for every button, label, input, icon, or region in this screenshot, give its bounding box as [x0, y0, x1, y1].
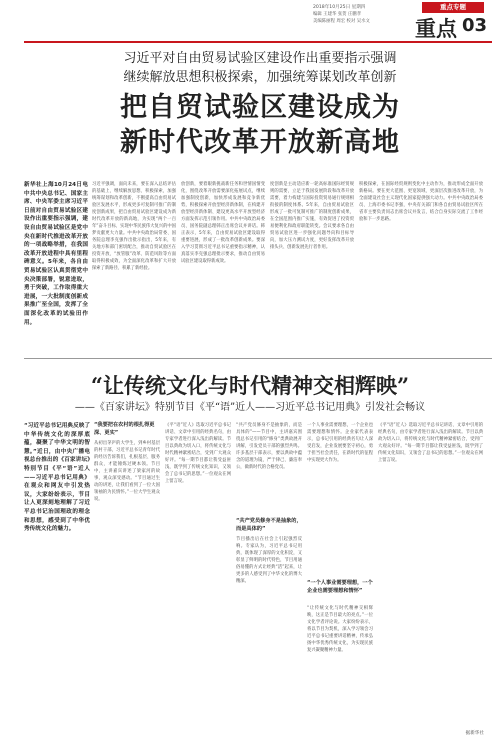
page-number: 03 — [462, 15, 488, 36]
story2-column: 节目播出后在社会上引起强烈反响。专家认为，习近平总书记用典，既体现了深厚的文化积淀，又彰显了鲜明的时代特色，节目用通俗易懂的方式让经典“活”起来，让更多的人感受到了中华文化的博大精深。 — [236, 537, 302, 584]
story2-headline: “让传统文化与时代精神交相辉映” — [90, 373, 410, 398]
story2-column: 一个人事业需要理想，一个企业也需要理想和情怀。企业家代表表示，总书记引用的经典名句让人深受启发，企业发展要坚守初心，勇于担当社会责任，在新时代的征程中实现更大作为。 — [307, 423, 373, 463]
story2-subhead: “我要把在农村的根扎得更深、更实” — [94, 422, 155, 436]
story1-kicker-2: 继续解放思想积极探索，加强统筹谋划改革创新 — [123, 70, 397, 85]
story1-column: 放创新，要着眼新挑战新任务和世情国情变化，围绕改革开放需要深化拓展试点，继续加强制度创新，加快形成发展和竞争新优势，积极探索开放型经济新体制，在构建开放型经济新体制、建设更高水平开放型经济方面发挥示范引领作用。中共中央政治局委员、国务院副总理韩正出席会议并讲话。韩正表示，5年来，自由贸易试验区建设取得重要进展，形成了一批改革创新成果。要深入学习贯彻习近平总书记重要指示精神，认真落实李克强总理批示要求，推动自由贸易试验区建设取得新成效。 — [181, 182, 265, 264]
story2-subhead: “共产党员修身不是抽象的，而是具体的” — [236, 518, 302, 532]
date-line: 2018年10月25日 星期四 — [313, 5, 366, 10]
section-divider — [24, 358, 492, 359]
story2-source: 据新华社 — [465, 731, 484, 736]
story-baijia-jiangtan — [0, 362, 499, 750]
story2-subtitle: ——《百家讲坛》特别节目《平“语”近人——习近平总书记用典》引发社会畅议 — [74, 402, 426, 413]
design-line: 美编陈丽程 周宏 校对 吴水文 — [313, 19, 370, 24]
story2-column: “共产党员修身不是抽象的，而是具体的”——节目中，主讲嘉宾围绕总书记引用的“修身”类典故展开讲解，引发党员干部的强烈共鸣。许多基层干部表示，要以典故中蕴含的道理为镜，严于律己、廉洁奉公，做新时代的合格党员。 — [236, 423, 302, 470]
story1-headline-2: 新时代改革开放新高地 — [120, 127, 400, 158]
masthead — [0, 0, 499, 42]
story2-column: “让传统文化与时代精神交相辉映，这正是节目最大的亮点。”一位文化学者评论说。大家纷纷表示，将以节目为契机，深入学习领会习近平总书记重要讲话精神，传承弘扬中华优秀传统文化，为实现民族复兴凝聚精神力量。 — [307, 606, 373, 653]
brand-tag: 重点专题 — [422, 2, 484, 13]
story1-column: 积极探索，在国际经贸规则变化中主动作为，推动形成全面开放新格局。要在更大范围、更宽领域、更深层次推进改革开放，为全面建设社会主义现代化国家提供强大动力。中共中央政治局委员、上海市委书记李强，中央有关部门和各自由贸易试验区所在省市主要负责同志出席会议并发言，结合自身实际交流了工作经验和下一步思路。 — [359, 182, 483, 222]
header-rule — [24, 41, 492, 43]
editor-line: 编辑 王建华 张贺 庄鹏孝 — [313, 12, 362, 17]
section-title: 重点 — [415, 16, 457, 41]
story1-column: 习近平强调，面向未来，要在深入总结评估的基础上，继续解放思想、积极探索，加强统筹谋划和改革创新，不断提高自由贸易试验区发展水平，形成更多可复制可推广的制度创新成果，把自由贸易试验区建设成为新时代改革开放的新高地，为实现“两个一百年”奋斗目标、实现中华民族伟大复兴的中国梦贡献更大力量。中共中央政治局常委、国务院总理李克强作出批示指出，5年来，有关地方和部门密切配合，推动自贸试验区在投资开放、“放管服”改革、防范风险等方面取得积极成效，为全面深化改革和扩大开放探索了新路径、积累了新经验。 — [92, 182, 176, 271]
story1-headline-1: 把自贸试验区建设成为 — [120, 92, 400, 123]
story-xi-ftz — [0, 44, 499, 362]
story2-subhead: “一个人事业需要理想，一个企业也需要理想和情怀” — [307, 580, 373, 594]
story2-lead: “习近平总书记用典反映了中华传统文化的深厚底蕴，凝聚了中华文明的智慧。”近日，由中央广播电视总台推出的《百家讲坛》特别节目《平“语”近人——习近平总书记用典》在观众和网友中引发热议，大家纷纷表示，节目让人更深刻地理解了习近平总书记治国理政的理念和思想，感受到了中华优秀传统文化的魅力。 — [24, 423, 90, 533]
story1-column: 度创新是主动适应新一轮高标准国际经贸规则的需要，立足于我国发展阶段和改革开放需要，着力构建与国际投资贸易通行规则相衔接的制度体系。5年来，自由贸易试验区形成了一批可复制可推广的制度创新成果，在全国范围内推广实施，有效促进了投资贸易便利化和政府职能转变。会议要求各自由贸易试验区进一步强化问题导向和目标导向，加大压力测试力度，更好发挥改革开放排头兵、创新发展先行者作用。 — [270, 182, 354, 250]
story1-lead: 新华社上海10月24日电 中共中央总书记、国家主席、中央军委主席习近平日前对自由贸易试验区建设作出重要指示强调，建设自由贸易试验区是党中央在新时代推进改革开放的一项战略举措，在我国改革开放进程中具有里程碑意义。5年来，各自由贸易试验区认真贯彻党中央决策部署，锐意进取，勇于突破，工作取得重大进展，一大批制度创新成果推广至全国，发挥了全面深化改革的试验田作用。 — [24, 182, 88, 326]
story1-kicker-1: 习近平对自由贸易试验区建设作出重要指示强调 — [123, 51, 397, 66]
story2-column: 《平“语”近人》选取习近平总书记讲话、文章中引用的经典名句，由专家学者进行深入浅出的解读。节目以典故为切入口，将传统文化与时代精神紧密结合，受到广大观众好评。“每一期节目都让我受益匪浅，既学到了传统文化知识，又领会了总书记的思想。”一位观众在网上留言说。 — [165, 423, 231, 484]
story2-column: 《平“语”近人》选取习近平总书记讲话、文章中引用的经典名句，由专家学者进行深入浅出的解读。节目以典故为切入口，将传统文化与时代精神紧密结合，受到广大观众好评。“每一期节目都让我受益匪浅，既学到了传统文化知识，又领会了总书记的思想。”一位观众在网上留言说。 — [378, 423, 483, 463]
story2-column: 从初出茅庐的大学生，到乡村基层的村干部，习近平总书记青年时代的经历告诉我们，扎根基层、服务群众，才能锤炼过硬本领。节目中，主讲嘉宾讲述了梁家河的故事，观众深受感动。“节目通过生动的讲述，让我们看到了一位大国领袖的为民情怀。”一位大学生观众说。 — [94, 441, 160, 502]
